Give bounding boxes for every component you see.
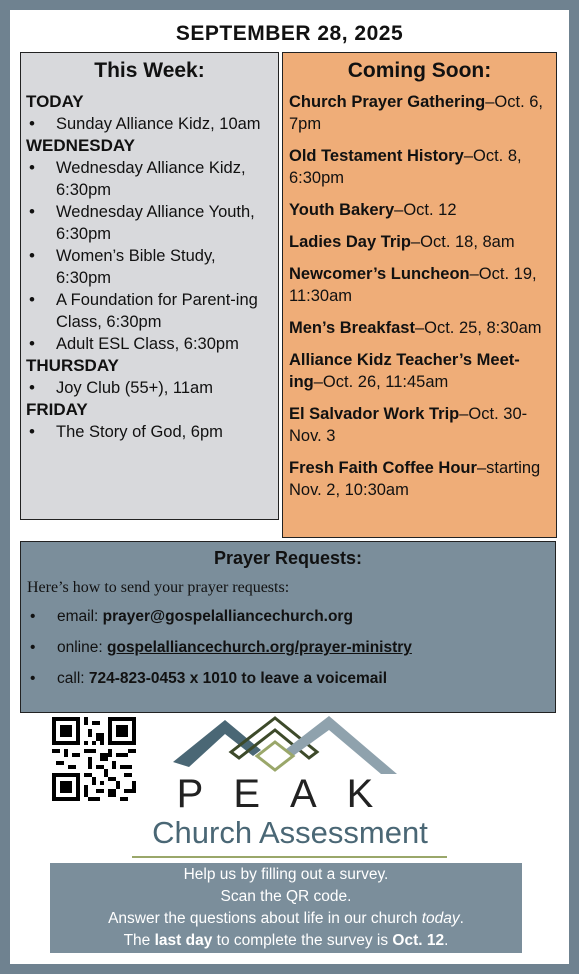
prayer-website-link[interactable]: gospelalliancechurch.org/prayer-ministry [106, 639, 412, 656]
survey-emphasis: today [421, 910, 460, 927]
survey-callout [50, 863, 522, 953]
this-week-title: This Week: [94, 59, 205, 82]
event-item: • Adult ESL Class, 6:30pm [26, 333, 273, 355]
survey-line [50, 930, 522, 952]
day-today [26, 91, 273, 135]
event-item: • A Foundation for Parent-ing Class, 6:30pm [26, 289, 273, 333]
event-name: Youth Bakery [289, 201, 395, 219]
survey-text: . [444, 932, 449, 949]
peak-subtitle: Church Assessment [152, 815, 428, 850]
coming-soon-title: Coming Soon: [347, 59, 492, 82]
day-label: WEDNESDAY [26, 136, 135, 155]
event-item: • Sunday Alliance Kidz, 10am [26, 113, 273, 135]
upcoming-event [289, 199, 550, 221]
upcoming-event [289, 263, 550, 307]
survey-deadline: Oct. 12 [392, 932, 445, 949]
event-detail: –Oct. 18, 8am [410, 233, 515, 251]
prayer-call-row [27, 669, 549, 689]
email-label: email: [57, 608, 103, 625]
survey-bold: last day [154, 932, 213, 949]
upcoming-event [289, 403, 550, 447]
event-detail: –Oct. 26, 11:45am [313, 373, 449, 391]
upcoming-event [289, 349, 550, 393]
event-item: • Women’s Bible Study, 6:30pm [26, 245, 273, 289]
event-detail: –starting Nov. 2, 10:30am [289, 459, 541, 499]
event-detail: –Oct. 12 [394, 201, 457, 219]
event-name: Ladies Day Trip [289, 233, 411, 251]
day-wednesday [26, 135, 273, 355]
event-item: • Wednesday Alliance Kidz, 6:30pm [26, 157, 273, 201]
survey-text: . [459, 910, 464, 927]
event-detail: –Oct. 8, 6:30pm [289, 147, 522, 187]
survey-line [50, 908, 522, 930]
prayer-online-row [27, 638, 549, 658]
upcoming-event [289, 145, 550, 189]
prayer-intro: Here’s how to send your prayer requests: [27, 579, 290, 596]
prayer-requests-panel [20, 541, 556, 713]
this-week-panel [20, 52, 279, 520]
survey-line: Scan the QR code. [220, 888, 352, 905]
qr-code[interactable] [52, 717, 136, 801]
day-label: TODAY [26, 92, 84, 111]
event-detail: –Oct. 6, 7pm [289, 93, 544, 133]
page-date: SEPTEMBER 28, 2025 [175, 22, 404, 45]
event-name: El Salvador Work Trip [289, 405, 460, 423]
day-friday [26, 399, 273, 443]
event-detail: –Oct. 25, 8:30am [414, 319, 542, 337]
online-label: online: [57, 639, 107, 656]
survey-text: to complete the survey is [212, 932, 393, 949]
upcoming-event [289, 317, 550, 339]
day-label: FRIDAY [26, 400, 88, 419]
survey-text: Answer the questions about life in our church [108, 910, 422, 927]
upcoming-event [289, 457, 550, 501]
event-detail: –Oct. 30-Nov. 3 [289, 405, 528, 445]
prayer-email-link[interactable]: prayer@gospelalliancechurch.org [102, 608, 353, 625]
peak-wordmark: PEAK [176, 772, 404, 816]
day-thursday [26, 355, 273, 399]
event-name: Fresh Faith Coffee Hour [289, 459, 477, 477]
upcoming-event [289, 91, 550, 135]
day-label: THURSDAY [26, 356, 119, 375]
survey-text: The [123, 932, 155, 949]
upcoming-event [289, 231, 550, 253]
event-name: Old Testament History [289, 147, 464, 165]
prayer-email-row [27, 607, 549, 627]
call-label: call: [57, 670, 89, 687]
peak-mountain-logo [165, 712, 405, 778]
event-item: • Wednesday Alliance Youth, 6:30pm [26, 201, 273, 245]
event-detail: –Oct. 19, 11:30am [289, 265, 537, 305]
prayer-title: Prayer Requests: [213, 548, 363, 568]
event-name: Alliance Kidz Teacher’s Meet-ing [289, 351, 520, 391]
survey-line: Help us by filling out a survey. [183, 866, 389, 883]
event-item: • Joy Club (55+), 11am [26, 377, 273, 399]
prayer-phone-number: 724-823-0453 x 1010 to leave a voicemail [88, 670, 388, 687]
logo-underline [132, 856, 447, 858]
coming-soon-panel [282, 52, 557, 538]
event-name: Church Prayer Gathering [289, 93, 486, 111]
event-item: • The Story of God, 6pm [26, 421, 273, 443]
event-name: Newcomer’s Luncheon [289, 265, 470, 283]
event-name: Men’s Breakfast [289, 319, 415, 337]
